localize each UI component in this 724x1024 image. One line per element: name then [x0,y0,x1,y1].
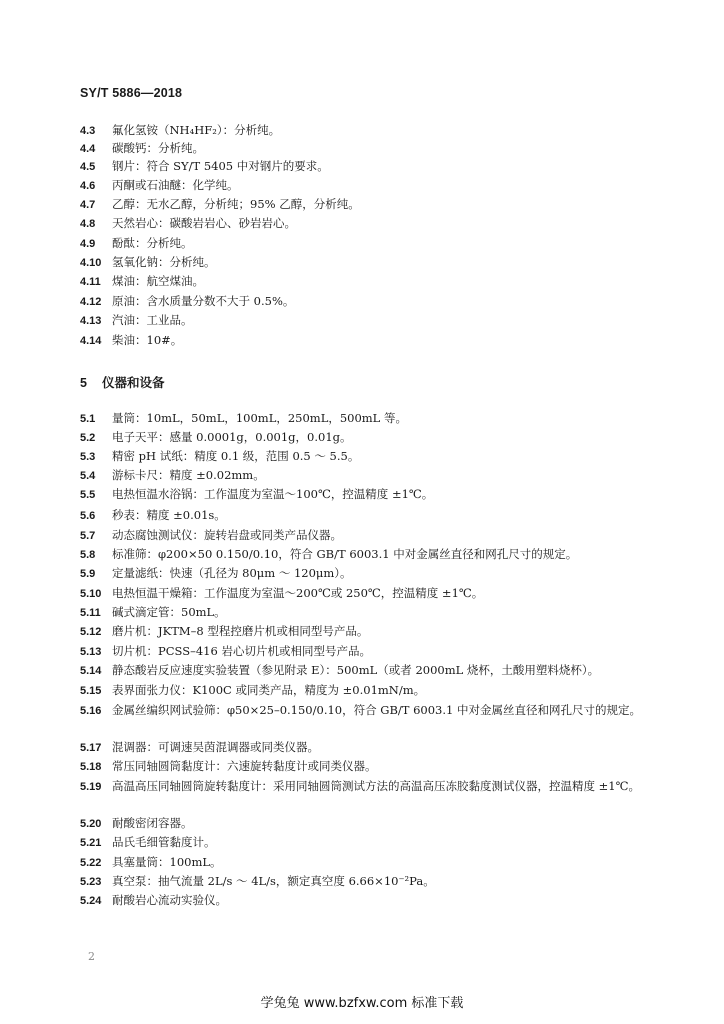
list-item [80,409,650,428]
item-number: 5.9 [80,568,96,580]
item-number: 5.22 [80,857,102,869]
list-item [80,121,650,140]
standard-code: SY/T 5886—2018 [80,86,183,100]
item-number: 5.17 [80,742,102,754]
list-item [80,622,650,641]
item-number: 5.18 [80,761,102,773]
item-text: 碳酸钙：分析纯。 [112,141,204,155]
item-text: 酚酞：分析纯。 [112,236,193,250]
item-text: 秒表：精度 ±0.01s。 [112,508,226,522]
list-item [80,466,650,485]
list-item [80,428,650,447]
item-text: 丙酮或石油醚：化学纯。 [112,178,239,192]
list-item [80,157,650,176]
item-text: 钢片：符合 SY/T 5405 中对钢片的要求。 [112,159,329,173]
item-text: 电热恒温干燥箱：工作温度为室温～200℃或 250℃，控温精度 ±1℃。 [112,586,484,600]
list-item [80,700,650,721]
item-number: 5.20 [80,818,102,830]
list-item [80,447,650,466]
list-item [80,176,650,195]
item-number: 5.5 [80,489,96,501]
item-number: 5.12 [80,626,102,638]
section-title: 仪器和设备 [102,376,165,390]
item-text: 乙醇：无水乙醇，分析纯；95% 乙醇，分析纯。 [112,197,360,211]
item-number: 5.15 [80,685,102,697]
item-number: 5.3 [80,451,96,463]
item-number: 4.9 [80,238,96,250]
item-text: 磨片机：JKTM–8 型程控磨片机或相同型号产品。 [112,624,369,638]
item-text: 耐酸密闭容器。 [112,816,193,830]
item-number: 5.19 [80,781,102,793]
item-number: 5.14 [80,665,102,677]
item-number: 5.11 [80,607,101,619]
item-number: 5.10 [80,588,102,600]
list-item [80,545,650,564]
item-text: 常压同轴圆筒黏度计：六速旋转黏度计或同类仪器。 [112,759,377,773]
item-number: 4.13 [80,315,102,327]
item-number: 4.14 [80,335,102,347]
list-item [80,331,650,350]
list-item [80,603,650,622]
item-number: 4.5 [80,161,96,173]
list-item [80,195,650,214]
list-item [80,681,650,700]
list-item [80,853,650,872]
item-number: 4.7 [80,199,96,211]
item-number: 4.8 [80,218,96,230]
list-item [80,661,650,680]
item-number: 5.23 [80,876,102,888]
list-item [80,776,650,797]
item-text: 电子天平：感量 0.0001g，0.001g，0.01g。 [112,430,352,444]
item-text: 静态酸岩反应速度实验装置（参见附录 E）：500mL（或者 2000mL 烧杯，土酸用塑料烧杯）。 [112,663,600,677]
item-text: 天然岩心：碳酸岩岩心、砂岩岩心。 [112,216,296,230]
item-number: 5.7 [80,530,96,542]
list-item [80,642,650,661]
item-text: 氢氧化钠：分析纯。 [112,255,216,269]
item-number: 5.21 [80,837,102,849]
item-text: 定量滤纸：快速（孔径为 80μm ～ 120μm）。 [112,566,352,580]
item-text: 金属丝编织网试验筛：φ50×25–0.150/0.10，符合 GB/T 6003.1 中对金属丝直径和网孔尺寸的规定。 [112,703,641,717]
list-item [80,272,650,291]
section-heading [80,373,165,391]
list-item [80,526,650,545]
item-text: 量筒：10mL，50mL，100mL，250mL，500mL 等。 [112,411,407,425]
item-text: 原油：含水质量分数不大于 0.5%。 [112,294,295,308]
item-number: 4.4 [80,143,96,155]
item-number: 5.13 [80,646,102,658]
item-text: 精密 pH 试纸：精度 0.1 级，范围 0.5 ～ 5.5。 [112,449,360,463]
item-number: 5.8 [80,549,96,561]
item-number: 4.3 [80,125,96,137]
list-item [80,292,650,311]
item-number: 5.4 [80,470,96,482]
list-item [80,584,650,603]
item-text: 真空泵：抽气流量 2L/s ～ 4L/s，额定真空度 6.66×10⁻²Pa。 [112,874,435,888]
item-text: 碱式滴定管：50mL。 [112,605,226,619]
list-item [80,139,650,158]
item-number: 4.6 [80,180,96,192]
list-item [80,564,650,583]
item-text: 具塞量筒：100mL。 [112,855,222,869]
item-text: 动态腐蚀测试仪：旋转岩盘或同类产品仪器。 [112,528,342,542]
list-item [80,253,650,272]
list-item [80,757,650,776]
item-text: 耐酸岩心流动实验仪。 [112,893,227,907]
page-number: 2 [88,950,95,963]
list-item [80,814,650,833]
list-item [80,506,650,525]
list-item [80,485,650,504]
item-number: 4.10 [80,257,102,269]
item-number: 5.24 [80,895,102,907]
item-text: 标准筛：φ200×50 0.150/0.10，符合 GB/T 6003.1 中对金属丝直径和网孔尺寸的规定。 [112,547,578,561]
list-item [80,234,650,253]
list-item [80,738,650,757]
item-number: 4.11 [80,276,101,288]
item-number: 5.6 [80,510,96,522]
item-text: 汽油：工业品。 [112,313,193,327]
item-number: 5.1 [80,413,96,425]
list-item [80,214,650,233]
item-text: 混调器：可调速吴茵混调器或同类仪器。 [112,740,319,754]
item-text: 电热恒温水浴锅：工作温度为室温～100℃，控温精度 ±1℃。 [112,487,434,501]
item-text: 切片机：PCSS–416 岩心切片机或相同型号产品。 [112,644,371,658]
item-text: 表界面张力仪：K100C 或同类产品，精度为 ±0.01mN/m。 [112,683,426,697]
section-number: 5 [80,376,87,390]
item-number: 5.16 [80,705,102,717]
item-text: 高温高压同轴圆筒旋转黏度计：采用同轴圆筒测试方法的高温高压冻胶黏度测试仪器，控温精度 ±1℃。 [112,779,640,793]
list-item [80,833,650,852]
item-text: 柴油：10#。 [112,333,183,347]
item-number: 4.12 [80,296,102,308]
item-text: 氟化氢铵（NH₄HF₂）：分析纯。 [112,123,281,137]
footer-watermark: 学兔兔 www.bzfxw.com 标准下载 [260,996,464,1011]
list-item [80,891,650,910]
item-number: 5.2 [80,432,96,444]
list-item [80,311,650,330]
item-text: 游标卡尺：精度 ±0.02mm。 [112,468,265,482]
list-item [80,872,650,891]
item-text: 品氏毛细管黏度计。 [112,835,216,849]
item-text: 煤油：航空煤油。 [112,274,204,288]
